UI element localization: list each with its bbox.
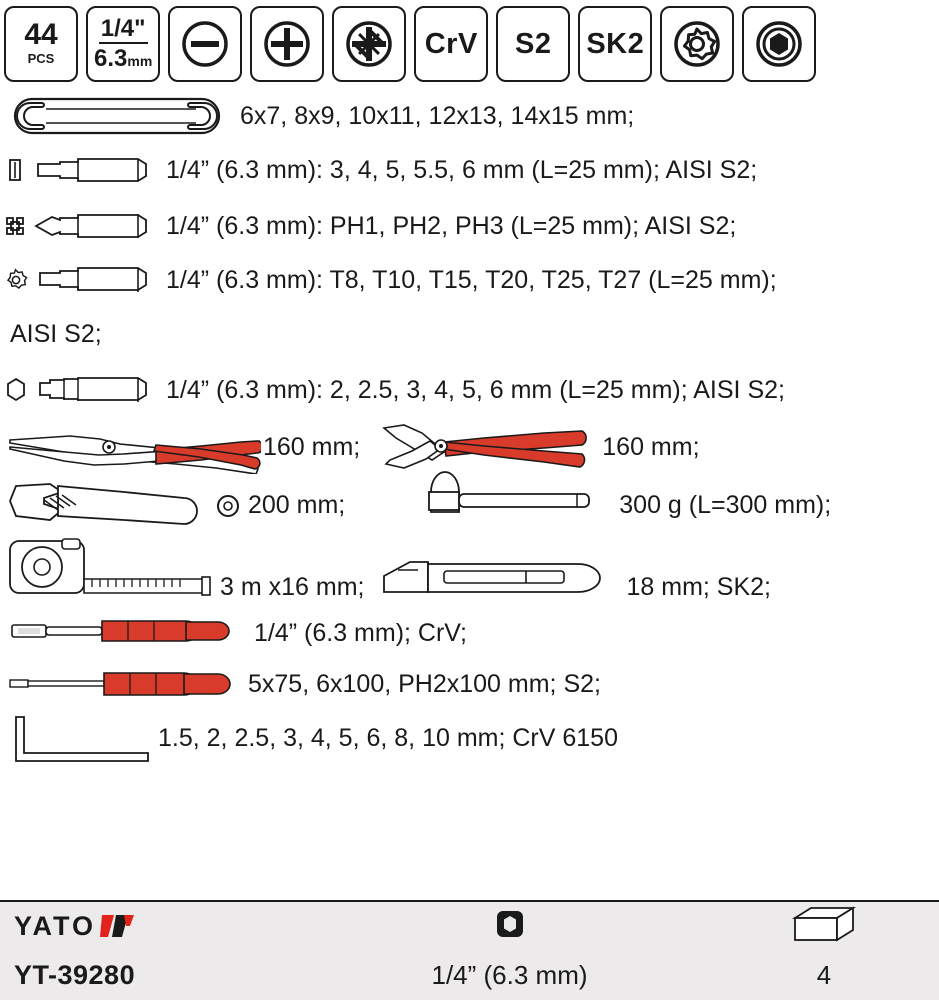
pcs-unit: PCS bbox=[27, 50, 55, 66]
utility-knife-text: 18 mm; SK2; bbox=[626, 573, 771, 602]
bit-holder-screwdriver-icon bbox=[6, 611, 252, 655]
sk2-badge bbox=[578, 6, 652, 82]
torx-bits-row bbox=[6, 254, 933, 306]
drive-size-badge bbox=[86, 6, 160, 82]
combination-pliers-text: 160 mm; bbox=[263, 432, 361, 461]
crv-badge bbox=[414, 6, 488, 82]
drive-label-cell bbox=[310, 960, 709, 991]
machinist-hammer-icon bbox=[417, 470, 617, 540]
pcs-count: 44 bbox=[24, 17, 58, 51]
phillips-bit-row-icon bbox=[6, 205, 164, 247]
drive-label: 1/4” (6.3 mm) bbox=[431, 959, 588, 990]
torx-badge bbox=[660, 6, 734, 82]
spec-badge-row bbox=[0, 0, 939, 88]
sk2-label: SK2 bbox=[586, 27, 645, 60]
hex-socket-icon bbox=[753, 18, 805, 70]
tape-measure-icon bbox=[6, 535, 218, 607]
combination-spanners-row bbox=[6, 90, 933, 142]
slotted-bits-row bbox=[6, 142, 933, 198]
hex-bits-text: 1/4” (6.3 mm): 2, 2.5, 3, 4, 5, 6 mm (L=25 mm); AISI S2; bbox=[166, 375, 785, 404]
phillips-badge bbox=[250, 6, 324, 82]
combination-pliers-icon bbox=[6, 420, 261, 474]
torx-bit-icon bbox=[671, 18, 723, 70]
machinist-hammer-text: 300 g (L=300 mm); bbox=[619, 490, 832, 519]
phillips-bits-row bbox=[6, 198, 933, 254]
brand-name: YATO bbox=[14, 910, 97, 941]
bit-holder-screwdriver-row bbox=[6, 608, 933, 658]
slotted-bits-text: 1/4” (6.3 mm): 3, 4, 5, 5.5, 6 mm (L=25 mm); AISI S2; bbox=[166, 155, 758, 184]
diagonal-cutting-pliers-icon bbox=[378, 420, 600, 474]
screwdrivers-row bbox=[6, 658, 933, 710]
hex-keys-row bbox=[6, 710, 933, 766]
quantity-value: 4 bbox=[816, 959, 832, 990]
slotted-bit-icon bbox=[179, 18, 231, 70]
utility-knife-icon bbox=[378, 554, 624, 608]
box-icon-cell bbox=[709, 904, 939, 949]
screwdrivers-icon bbox=[6, 661, 246, 707]
pliers-row bbox=[6, 418, 933, 476]
pcs-badge bbox=[4, 6, 78, 82]
combination-spanners-text: 6x7, 8x9, 10x11, 12x13, 14x15 mm; bbox=[240, 101, 635, 130]
contents-list bbox=[0, 88, 939, 766]
adjustable-wrench-icon bbox=[6, 478, 246, 532]
drive-size-inch: 1/4" bbox=[99, 16, 148, 44]
torx-bit-row-icon bbox=[6, 259, 164, 301]
footer-top-row bbox=[0, 902, 939, 950]
drive-size-mm: 6.3mm bbox=[94, 44, 153, 72]
s2-label: S2 bbox=[515, 27, 552, 60]
slotted-badge bbox=[168, 6, 242, 82]
open-end-wrench-icon bbox=[6, 93, 238, 139]
tape-knife-row bbox=[6, 534, 933, 608]
hex-keys-text: 1.5, 2, 2.5, 3, 4, 5, 6, 8, 10 mm; CrV 6150 bbox=[158, 723, 618, 752]
screwdrivers-text: 5x75, 6x100, PH2x100 mm; S2; bbox=[248, 669, 601, 698]
hex-socket-badge bbox=[742, 6, 816, 82]
slotted-bit-row-icon bbox=[6, 150, 164, 190]
footer-bar bbox=[0, 900, 939, 1000]
hex-bit-row-icon bbox=[6, 369, 164, 411]
carton-box-icon bbox=[791, 904, 857, 949]
adjustable-wrench-text: 200 mm; bbox=[248, 490, 346, 519]
wrench-hammer-row bbox=[6, 476, 933, 534]
s2-badge bbox=[496, 6, 570, 82]
torx-bits-text: 1/4” (6.3 mm): T8, T10, T15, T20, T25, T27 (L=25 mm); bbox=[166, 265, 777, 294]
footer-bottom-row bbox=[0, 950, 939, 1000]
tape-measure-text: 3 m x16 mm; bbox=[220, 573, 365, 602]
drive-icon-cell bbox=[310, 909, 709, 944]
pozidriv-badge bbox=[332, 6, 406, 82]
quantity-cell bbox=[709, 960, 939, 991]
model-number: YT-39280 bbox=[14, 959, 136, 990]
pozidriv-bit-icon bbox=[343, 18, 395, 70]
yato-logo bbox=[14, 911, 134, 942]
hex-bits-row bbox=[6, 362, 933, 418]
phillips-bit-icon bbox=[261, 18, 313, 70]
bit-holder-screwdriver-text: 1/4” (6.3 mm); CrV; bbox=[254, 618, 467, 647]
diagonal-cutting-pliers-text: 160 mm; bbox=[602, 432, 700, 461]
yato-logo-mark bbox=[100, 913, 134, 939]
hex-key-icon bbox=[6, 713, 156, 763]
hex-drive-icon bbox=[495, 909, 525, 944]
model-cell bbox=[0, 960, 310, 991]
torx-bits-continuation: AISI S2; bbox=[10, 320, 102, 348]
brand-cell bbox=[0, 911, 310, 942]
crv-label: CrV bbox=[424, 27, 478, 60]
phillips-bits-text: 1/4” (6.3 mm): PH1, PH2, PH3 (L=25 mm); AISI S2; bbox=[166, 211, 737, 240]
